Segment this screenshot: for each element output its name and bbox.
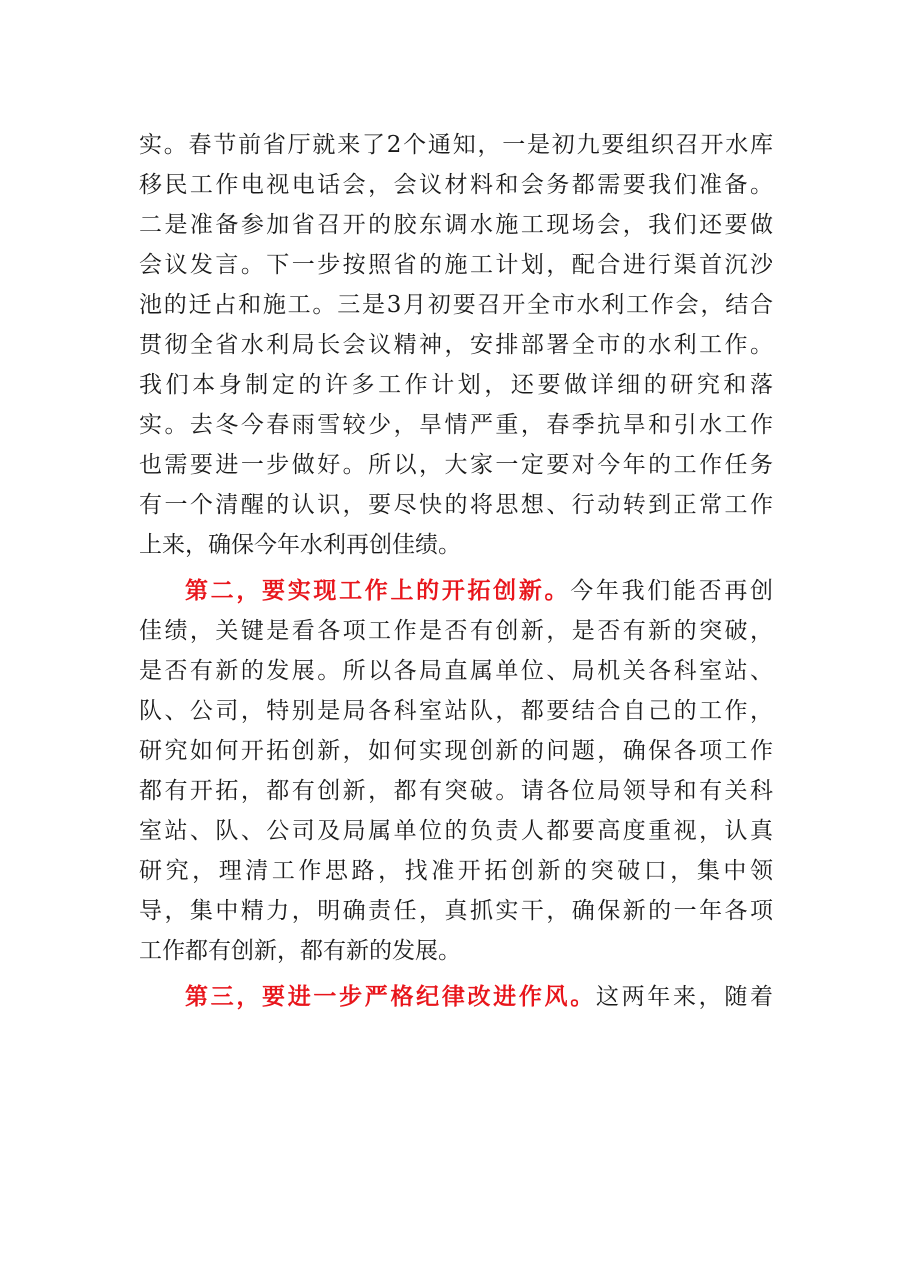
text-line: 研究，理清工作思路，找准开拓创新的突破口，集中领 bbox=[139, 858, 773, 884]
text-line: 都有开拓，都有创新，都有突破。请各位局领导和有关科 bbox=[139, 778, 773, 804]
text-line: 研究如何开拓创新，如何实现创新的问题，确保各项工作 bbox=[139, 738, 773, 764]
text-line: 贯彻全省水利局长会议精神，安排部署全市的水利工作。 bbox=[139, 332, 773, 358]
section-heading: 第二，要实现工作上的开拓创新。 bbox=[185, 578, 571, 604]
text-line: 池的迁占和施工。三是3月初要召开全市水利工作会，结合 bbox=[139, 292, 773, 318]
text-line: 导，集中精力，明确责任，真抓实干，确保新的一年各项 bbox=[139, 898, 773, 924]
text-line: 实。春节前省厅就来了2个通知，一是初九要组织召开水库 bbox=[139, 132, 773, 158]
paragraph-first-line bbox=[139, 571, 773, 611]
paragraph-2 bbox=[139, 571, 773, 971]
text-line: 上来，确保今年水利再创佳绩。 bbox=[139, 532, 461, 558]
text-line: 工作都有创新，都有新的发展。 bbox=[139, 938, 461, 964]
text-line: 室站、队、公司及局属单位的负责人都要高度重视，认真 bbox=[139, 818, 773, 844]
text-line: 佳绩，关键是看各项工作是否有创新，是否有新的突破， bbox=[139, 618, 773, 644]
text-line: 有一个清醒的认识，要尽快的将思想、行动转到正常工作 bbox=[139, 492, 773, 518]
text-line: 我们本身制定的许多工作计划，还要做详细的研究和落 bbox=[139, 372, 773, 398]
text-line: 二是准备参加省召开的胶东调水施工现场会，我们还要做 bbox=[139, 212, 773, 238]
text-run: 今年我们能否再创 bbox=[570, 578, 774, 604]
text-line: 实。去冬今春雨雪较少，旱情严重，春季抗旱和引水工作 bbox=[139, 412, 773, 438]
paragraph-1 bbox=[139, 125, 773, 565]
text-line: 移民工作电视电话会，会议材料和会务都需要我们准备。 bbox=[139, 172, 773, 198]
paragraph-first-line bbox=[139, 977, 773, 1017]
text-run: 这两年来，随着 bbox=[595, 984, 774, 1010]
text-line: 会议发言。下一步按照省的施工计划，配合进行渠首沉沙 bbox=[139, 252, 773, 278]
text-line: 队、公司，特别是局各科室站队，都要结合自己的工作， bbox=[139, 698, 773, 724]
paragraph-3 bbox=[139, 977, 773, 1017]
section-heading: 第三，要进一步严格纪律改进作风。 bbox=[185, 984, 596, 1010]
text-line: 也需要进一步做好。所以，大家一定要对今年的工作任务 bbox=[139, 452, 773, 478]
document-body bbox=[139, 125, 773, 1017]
text-line: 是否有新的发展。所以各局直属单位、局机关各科室站、 bbox=[139, 658, 773, 684]
